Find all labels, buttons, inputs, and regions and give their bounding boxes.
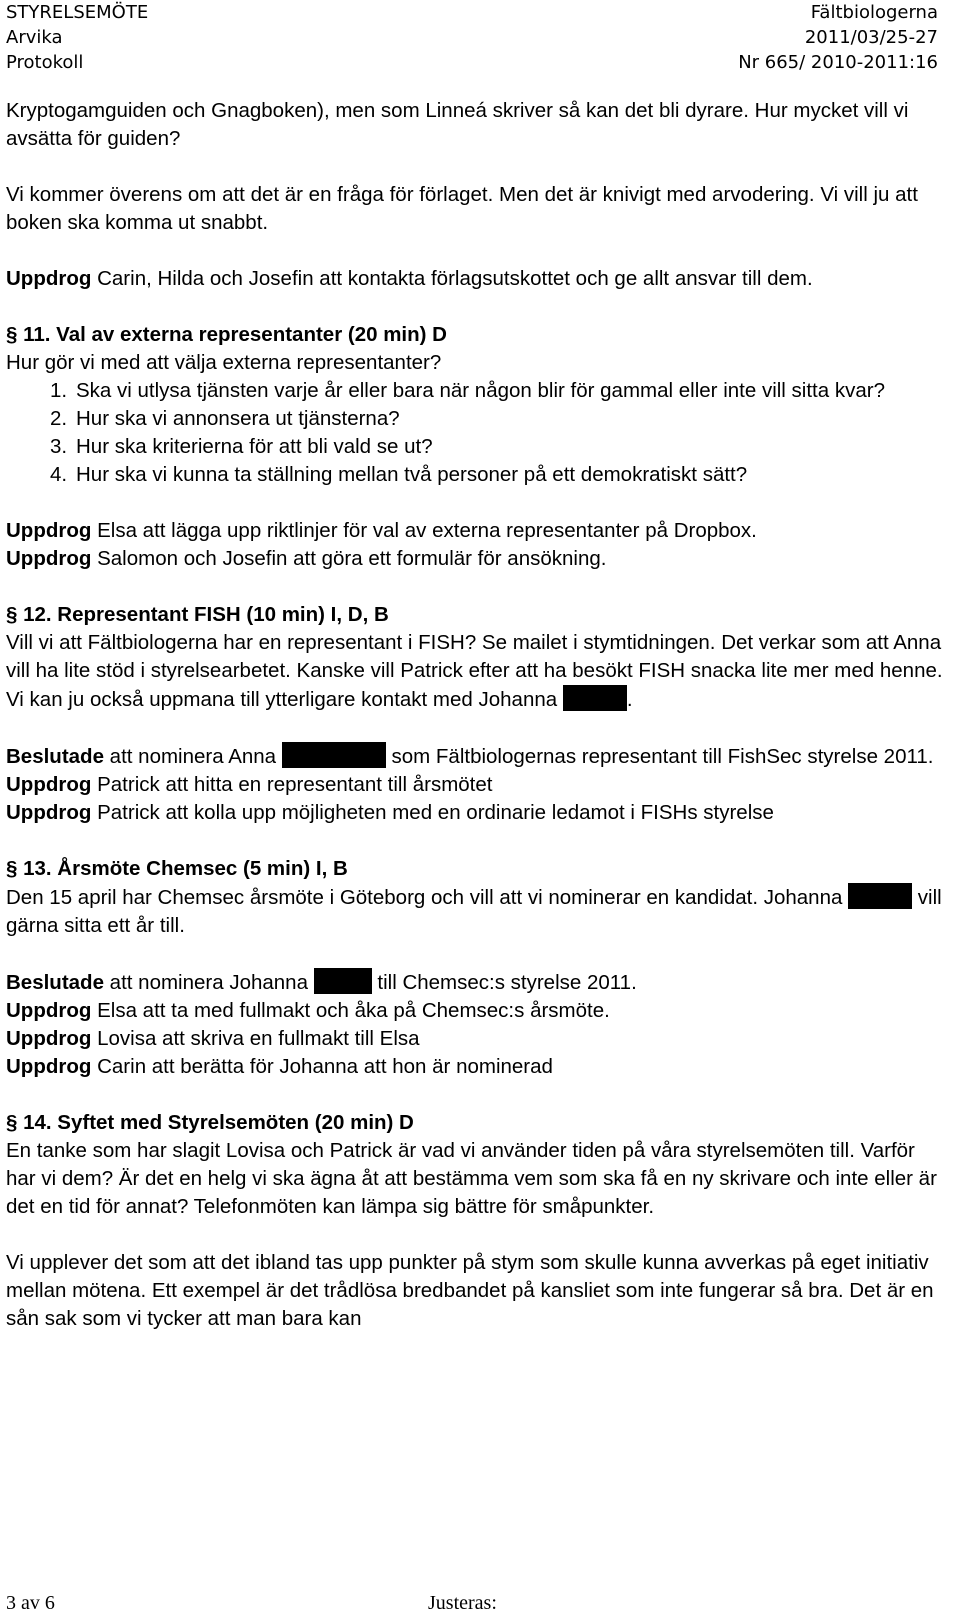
page-footer (6, 1592, 946, 1617)
action-item: Uppdrog Carin, Hilda och Josefin att kontakta förlagsutskottet och ge allt ansvar till dem. (6, 267, 813, 290)
paragraph: Vi kommer överens om att det är en fråga för förlaget. Men det är knivigt med arvodering. Vi vill ju att boken ska komma ut snabbt. (6, 183, 918, 234)
action-item: Uppdrog Elsa att lägga upp riktlinjer för val av externa representanter på Dropbox. (6, 519, 757, 542)
action-item: Uppdrog Elsa att ta med fullmakt och åka på Chemsec:s årsmöte. (6, 999, 610, 1022)
action-item: Uppdrog Salomon och Josefin att göra ett formulär för ansökning. (6, 547, 607, 570)
page-number: 3 av 6 (6, 1592, 55, 1614)
header-organization: Fältbiologerna (810, 2, 938, 23)
section-heading-14: § 14. Syftet med Styrelsemöten (20 min) D (6, 1111, 414, 1134)
list-item: 4. Hur ska vi kunna ta ställning mellan två personer på ett demokratiskt sätt? (50, 463, 748, 486)
action-item: Uppdrog Lovisa att skriva en fullmakt till Elsa (6, 1027, 420, 1050)
header-doc-number: Nr 665/ 2010-2011:16 (738, 52, 938, 73)
header-doc-type: Protokoll (6, 52, 84, 73)
decision-item: Beslutade att nominera Anna som Fältbiologernas representant till FishSec styrelse 2011. (6, 742, 946, 771)
section-heading-12: § 12. Representant FISH (10 min) I, D, B (6, 603, 389, 626)
list-item: 1. Ska vi utlysa tjänsten varje år eller bara när någon blir för gammal eller inte vill sitta kvar? (50, 379, 885, 402)
redaction (282, 742, 386, 768)
justeras-label: Justeras: (428, 1592, 497, 1614)
paragraph: Den 15 april har Chemsec årsmöte i Göteborg och vill att vi nominerar en kandidat. Johanna vill gärna sitta ett år till. (6, 883, 946, 940)
action-item: Uppdrog Carin att berätta för Johanna att hon är nominerad (6, 1055, 553, 1078)
header-meeting-type: STYRELSEMÖTE (6, 2, 149, 23)
action-item: Uppdrog Patrick att hitta en representant till årsmötet (6, 773, 493, 796)
page-header (6, 0, 938, 80)
paragraph: Vill vi att Fältbiologerna har en representant i FISH? Se mailet i stymtidningen. Det verkar som att Anna vill ha lite stöd i styrelsearbetet. Kanske vill Patrick efter att ha besökt FISH snacka lite mer med henne. Vi kan ju också uppmana till ytterligare kontakt med Johanna . (6, 631, 943, 711)
action-label: Uppdrog (6, 267, 92, 290)
redaction (848, 883, 912, 909)
paragraph: Vi upplever det som att det ibland tas upp punkter på stym som skulle kunna avverkas på eget initiativ mellan mötena. Ett exempel är det trådlösa bredbandet på kansliet som inte fungerar så bra. Det är en sån sak som vi tycker att man bara kan (6, 1251, 934, 1330)
section-heading-13: § 13. Årsmöte Chemsec (5 min) I, B (6, 857, 348, 880)
redaction (563, 685, 627, 711)
paragraph: Hur gör vi med att välja externa representanter? (6, 351, 442, 374)
redaction (314, 968, 372, 994)
list-item: 2. Hur ska vi annonsera ut tjänsterna? (50, 407, 400, 430)
decision-item: Beslutade att nominera Johanna till Chemsec:s styrelse 2011. (6, 968, 946, 997)
document-body (6, 97, 946, 1333)
paragraph: En tanke som har slagit Lovisa och Patrick är vad vi använder tiden på våra styrelsemöten till. Varför har vi dem? Är det en helg vi ska ägna åt att bestämma vem som ska få en ny skrivare och inte eller är det en tid för annat? Telefonmöten kan lämpa sig bättre för småpunkter. (6, 1139, 937, 1218)
paragraph: Kryptogamguiden och Gnagboken), men som Linneá skriver så kan det bli dyrare. Hur mycket vill vi avsätta för guiden? (6, 99, 909, 150)
header-date: 2011/03/25-27 (804, 27, 938, 48)
action-item: Uppdrog Patrick att kolla upp möjligheten med en ordinarie ledamot i FISHs styrelse (6, 801, 774, 824)
section-heading-11: § 11. Val av externa representanter (20 min) D (6, 323, 447, 346)
header-location: Arvika (6, 27, 63, 48)
list-item: 3. Hur ska kriterierna för att bli vald se ut? (50, 435, 433, 458)
question-list (6, 377, 946, 489)
